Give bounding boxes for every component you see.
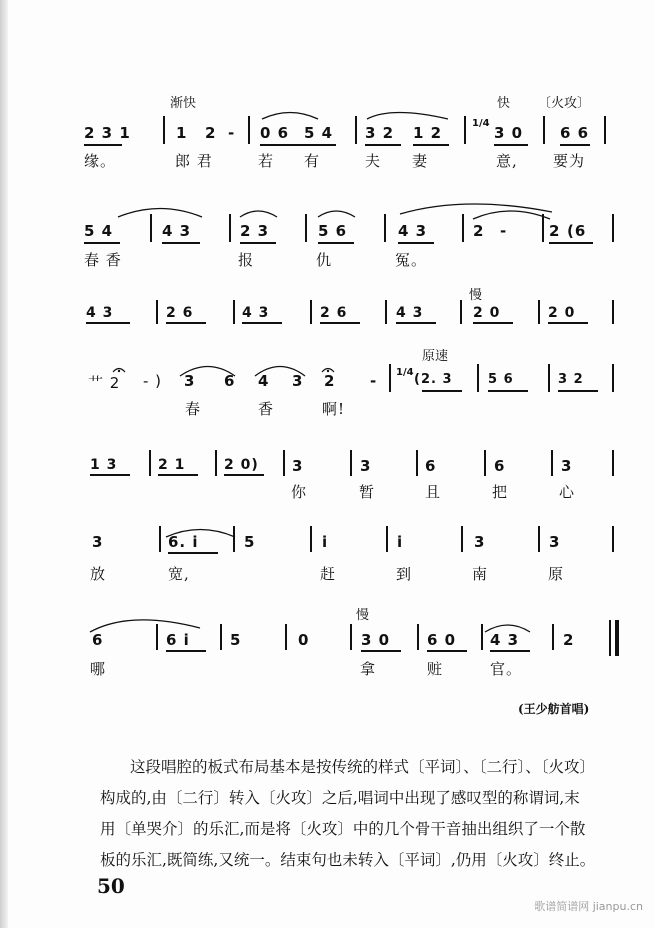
- note-group: 1: [176, 124, 188, 142]
- underline: [162, 242, 200, 244]
- note-group: 6. i: [168, 533, 199, 551]
- underline: [548, 322, 588, 324]
- note-group: 1 2: [413, 124, 443, 142]
- barline: [604, 116, 606, 144]
- underline: [396, 322, 436, 324]
- underline: [242, 322, 282, 324]
- barline: [417, 624, 419, 650]
- barline: [416, 450, 418, 476]
- note-group: 3: [92, 533, 104, 551]
- note-group: 0: [298, 631, 310, 649]
- barline: [285, 624, 287, 650]
- note-group: 3 0: [361, 631, 391, 649]
- page-number: 50: [97, 874, 125, 898]
- barline: [542, 214, 544, 242]
- barline: [538, 526, 540, 552]
- underline: [166, 322, 206, 324]
- underline: [560, 144, 590, 146]
- underline: [166, 650, 206, 652]
- note-group: 6: [425, 457, 437, 475]
- lyric: 报: [238, 251, 255, 269]
- underline: [365, 144, 401, 146]
- note-group: 5 6: [318, 222, 348, 240]
- lyric: 春: [185, 400, 202, 418]
- note-group: -: [500, 222, 508, 240]
- underline: [240, 242, 276, 244]
- watermark: 歌谱简谱网 jianpu.cn: [534, 900, 643, 913]
- underline: [473, 322, 513, 324]
- note-group: 2 0: [548, 305, 576, 321]
- lyric: 赃: [427, 660, 444, 678]
- underline: [318, 242, 354, 244]
- tempo-mark: 渐快: [170, 96, 197, 111]
- lyric: 要为: [553, 152, 586, 170]
- barline: [355, 116, 357, 144]
- note-group: 6 6: [560, 124, 590, 142]
- underline: [398, 242, 434, 244]
- lyric: 南: [472, 565, 489, 583]
- note-group: 6 i: [166, 631, 190, 649]
- barline: [481, 624, 483, 650]
- note-group: 5 6: [488, 372, 514, 387]
- barline: [305, 214, 307, 242]
- underline: [558, 390, 598, 392]
- performer-credit: (王少舫首唱): [518, 702, 590, 716]
- note-group: (6: [567, 222, 587, 240]
- note-group: 4 3: [398, 222, 428, 240]
- barline: [229, 214, 231, 242]
- lyric: 哪: [90, 660, 107, 678]
- paragraph-line: 板的乐汇,既简练,又统一。结束句也未转入〔平词〕,仍用〔火攻〕终止。: [100, 851, 596, 869]
- note-group: 4 3: [242, 305, 270, 321]
- note-group: 4 3: [490, 631, 520, 649]
- note-group: 2 0): [224, 457, 259, 473]
- barline: [233, 300, 235, 324]
- paragraph-line: 用〔单哭介〕的乐汇,而是将〔火攻〕中的几个骨干音抽出组织了一个散: [100, 820, 586, 838]
- note-group: 3: [292, 457, 304, 475]
- note-group: (2. 3: [414, 372, 453, 387]
- barline: [150, 214, 152, 242]
- note-group: 3 2: [365, 124, 395, 142]
- barline: [477, 364, 479, 392]
- note-group: 2 6: [166, 305, 194, 321]
- note-group: i: [397, 533, 404, 551]
- tempo-mark: 慢: [469, 288, 483, 303]
- lyric: 冤。: [395, 251, 428, 269]
- barline: [350, 450, 352, 476]
- barline: [612, 300, 614, 324]
- barline: [220, 624, 222, 650]
- underline: [361, 650, 401, 652]
- underline: [427, 650, 467, 652]
- note-group: 4 3: [86, 305, 114, 321]
- note-group: 3: [292, 372, 304, 390]
- lyric: 春 香: [84, 251, 122, 269]
- note-group: 3: [474, 533, 486, 551]
- barline: [350, 624, 352, 650]
- barline: [464, 116, 466, 144]
- underline: [320, 322, 360, 324]
- note-group: 6: [92, 631, 104, 649]
- barline: [385, 300, 387, 324]
- note-group: 4 3: [162, 222, 192, 240]
- lyric: 原: [548, 565, 565, 583]
- commentary-paragraph: [100, 752, 620, 876]
- barline: [460, 300, 462, 324]
- note-group: 2 3: [240, 222, 270, 240]
- lyric: 若: [258, 152, 275, 170]
- note-group: 5 4: [84, 222, 114, 240]
- lyric: 意,: [496, 152, 518, 170]
- note-group: 0 6: [260, 124, 290, 142]
- barline: [612, 450, 614, 476]
- note-group: 2: [563, 631, 575, 649]
- barline: [310, 526, 312, 552]
- lyric: 到: [396, 565, 413, 583]
- underline: [86, 322, 130, 324]
- note-group: 5: [230, 631, 242, 649]
- note-group: 3: [360, 457, 372, 475]
- lyric: 把: [492, 483, 509, 501]
- barline: [163, 116, 165, 144]
- barline: [310, 300, 312, 324]
- note-group: 2: [205, 124, 217, 142]
- underline: [488, 390, 528, 392]
- underline: [224, 474, 264, 476]
- lyric: 宽,: [168, 565, 190, 583]
- barline: [462, 214, 464, 242]
- final-barline-thick: [615, 620, 619, 656]
- lyric: 香: [258, 400, 275, 418]
- underline: [260, 144, 336, 146]
- note-group: 6: [224, 372, 236, 390]
- underline: [158, 474, 198, 476]
- lyric: 啊!: [322, 400, 346, 418]
- note-group: 2 0: [473, 305, 501, 321]
- note-group: 3: [549, 533, 561, 551]
- lyric: 暂: [359, 483, 376, 501]
- note-group: 艹 2: [88, 374, 121, 392]
- barline: [538, 300, 540, 324]
- paragraph-line: 构成的,由〔二行〕转入〔火攻〕之后,唱词中出现了感叹型的称谓词,末: [100, 789, 580, 807]
- barline: [551, 450, 553, 476]
- lyric: 缘。: [84, 152, 117, 170]
- barline: [283, 450, 285, 476]
- note-group: 2: [324, 372, 336, 390]
- underline: [490, 650, 530, 652]
- lyric: 郎 君: [175, 152, 213, 170]
- lyric: 且: [425, 483, 442, 501]
- underline: [90, 474, 130, 476]
- paragraph-line: 这段唱腔的板式布局基本是按传统的样式〔平词〕、〔二行〕、〔火攻〕: [130, 758, 596, 776]
- lyric: 赶: [320, 565, 337, 583]
- note-group: - ): [143, 372, 163, 390]
- barline: [156, 624, 158, 650]
- section-mark: 〔火攻〕: [538, 96, 591, 111]
- note-group: 2: [549, 222, 561, 240]
- lyric: 拿: [360, 660, 377, 678]
- note-group: 3: [184, 372, 196, 390]
- underline: [549, 242, 593, 244]
- final-barline-thin: [609, 620, 611, 656]
- underline: [413, 144, 449, 146]
- barline: [612, 214, 614, 242]
- lyric: 心: [559, 483, 576, 501]
- underline: [168, 552, 218, 554]
- barline: [156, 300, 158, 324]
- lyric: 妻: [412, 152, 429, 170]
- lyric: 仇: [316, 251, 333, 269]
- barline: [389, 364, 391, 392]
- note-group: i: [322, 533, 329, 551]
- underline: [84, 242, 120, 244]
- tempo-mark: 慢: [356, 608, 370, 623]
- barline: [233, 526, 235, 552]
- lyric: 你: [291, 483, 308, 501]
- barline: [149, 450, 151, 476]
- note-group: 1 3: [90, 457, 118, 473]
- note-group: 2 6: [320, 305, 348, 321]
- barline: [548, 364, 550, 392]
- note-group: 2: [473, 222, 485, 240]
- note-group: 4 3: [396, 305, 424, 321]
- barline: [484, 450, 486, 476]
- underline: [422, 390, 462, 392]
- time-signature: 1/4: [396, 367, 414, 378]
- note-group: 6 0: [427, 631, 457, 649]
- barline: [612, 364, 614, 392]
- tempo-mark: 原速: [422, 349, 449, 364]
- note-group: 2 3 1: [84, 124, 131, 142]
- time-signature: 1/4: [472, 118, 490, 129]
- lyric: 官。: [490, 660, 523, 678]
- note-group: -: [370, 372, 378, 390]
- note-group: 4: [258, 372, 270, 390]
- note-group: 6: [494, 457, 506, 475]
- barline: [248, 116, 250, 144]
- note-group: 2 1: [158, 457, 186, 473]
- note-group: 3: [561, 457, 573, 475]
- lyric: 夫: [365, 152, 382, 170]
- barline: [612, 526, 614, 552]
- note-group: 3 0: [494, 124, 524, 142]
- lyric: 放: [90, 565, 107, 583]
- note-group: 5: [244, 533, 256, 551]
- note-group: 5 4: [304, 124, 334, 142]
- underline: [494, 144, 528, 146]
- lyric: 有: [304, 152, 321, 170]
- underline: [84, 144, 122, 146]
- note-group: 3 2: [558, 372, 584, 387]
- note-group: -: [228, 124, 236, 142]
- barline: [461, 526, 463, 552]
- barline: [552, 624, 554, 650]
- barline: [386, 526, 388, 552]
- barline: [215, 450, 217, 476]
- barline: [543, 116, 545, 144]
- tempo-mark: 快: [497, 96, 511, 111]
- barline: [159, 526, 161, 552]
- barline: [384, 214, 386, 242]
- binding-edge: [0, 0, 8, 928]
